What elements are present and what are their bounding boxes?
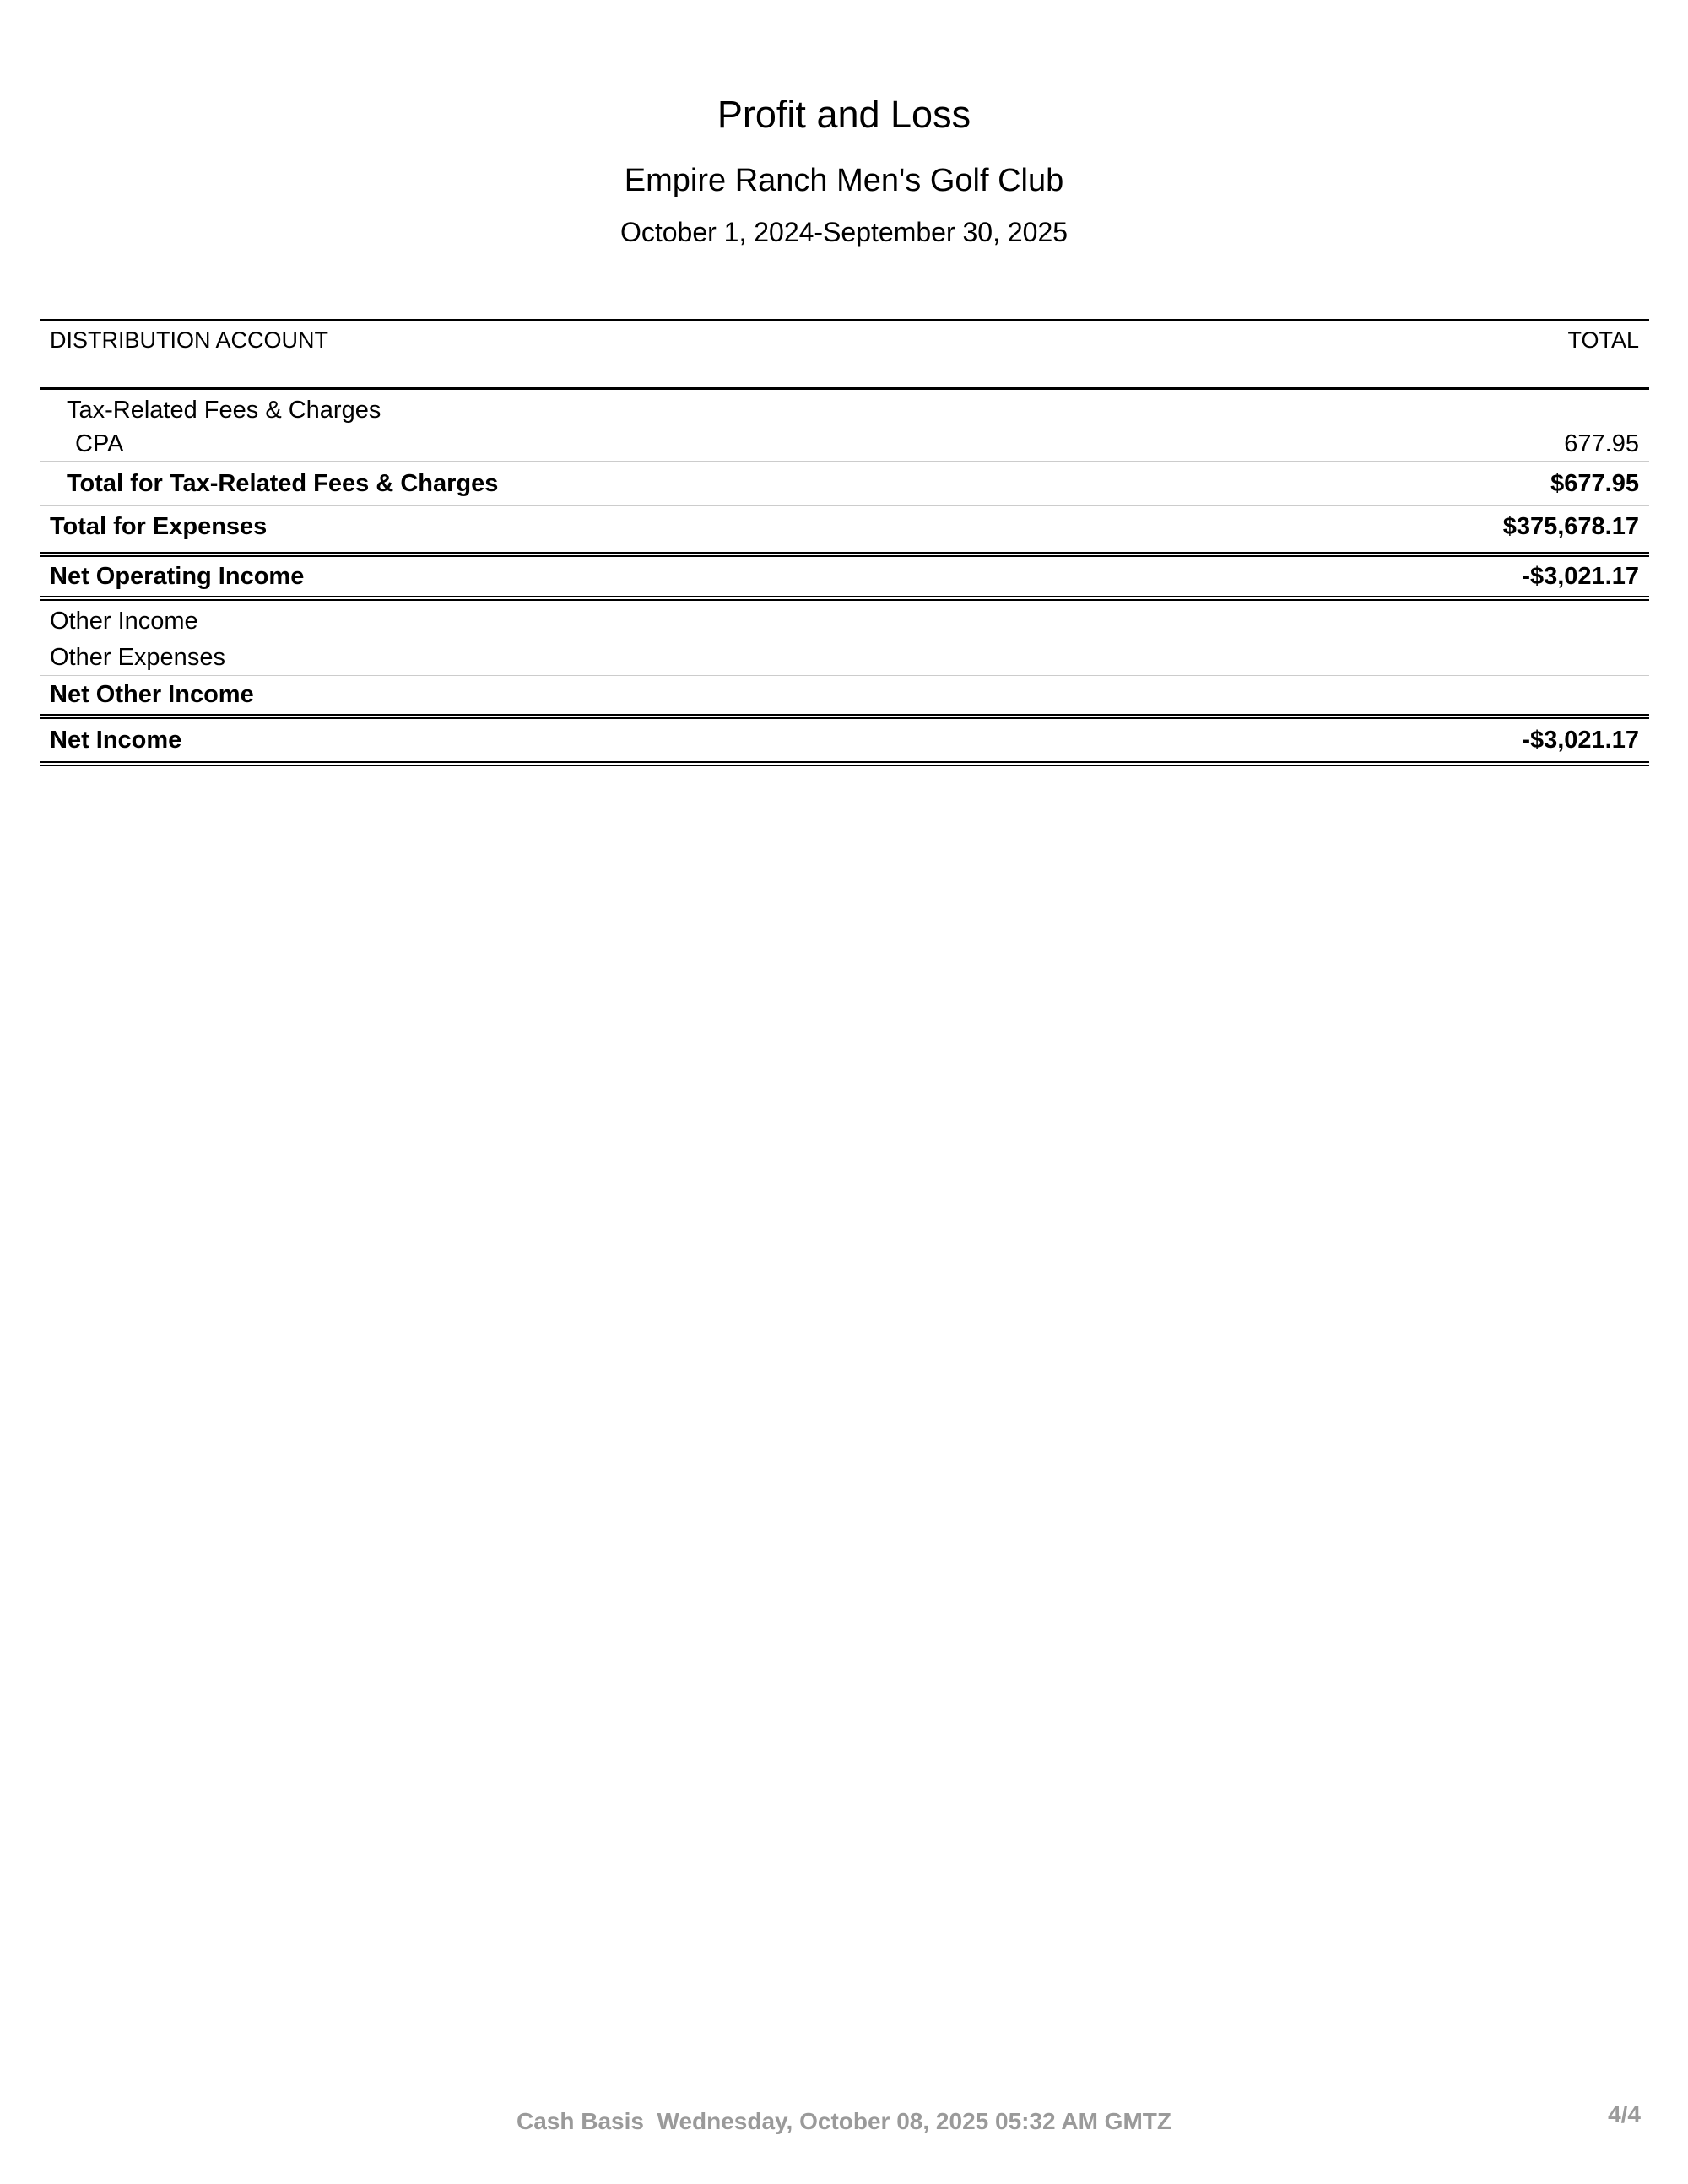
row-label: Net Income	[50, 726, 182, 754]
table-row-net-operating-income	[40, 557, 1649, 601]
profit-loss-table	[40, 319, 1649, 766]
table-row-total-tax-fees	[40, 461, 1649, 506]
row-amount: $375,678.17	[1502, 512, 1639, 540]
table-row-cpa	[40, 427, 1649, 461]
table-header-row	[40, 319, 1649, 390]
report-period: October 1, 2024-September 30, 2025	[619, 217, 1069, 247]
row-label: Net Operating Income	[50, 562, 305, 590]
column-header-total: TOTAL	[1567, 327, 1639, 353]
row-label: Tax-Related Fees & Charges	[67, 396, 381, 424]
row-amount: -$3,021.17	[1522, 726, 1639, 754]
row-label: Other Expenses	[50, 643, 225, 671]
column-header-account: DISTRIBUTION ACCOUNT	[50, 327, 329, 353]
page-number: 4/4	[1608, 2101, 1641, 2127]
table-row-other-income	[40, 603, 1649, 640]
table-row-total-expenses	[40, 506, 1649, 557]
row-amount: $677.95	[1550, 469, 1639, 497]
row-label: Other Income	[50, 607, 198, 635]
row-label: Net Other Income	[50, 681, 254, 708]
row-label: Total for Tax-Related Fees & Charges	[67, 469, 499, 497]
table-row-tax-fees	[40, 393, 1649, 427]
row-amount: -$3,021.17	[1522, 562, 1639, 590]
company-name: Empire Ranch Men's Golf Club	[624, 163, 1064, 198]
table-row-net-other-income	[40, 675, 1649, 719]
row-label: Total for Expenses	[50, 512, 268, 540]
row-label: CPA	[75, 430, 124, 457]
table-row-net-income	[40, 719, 1649, 766]
row-amount: 677.95	[1564, 430, 1639, 457]
report-title: Profit and Loss	[717, 93, 971, 136]
table-row-other-expenses	[40, 640, 1649, 675]
report-footer-basis-timestamp: Cash Basis Wednesday, October 08, 2025 05:32 AM GMTZ	[517, 2108, 1171, 2134]
